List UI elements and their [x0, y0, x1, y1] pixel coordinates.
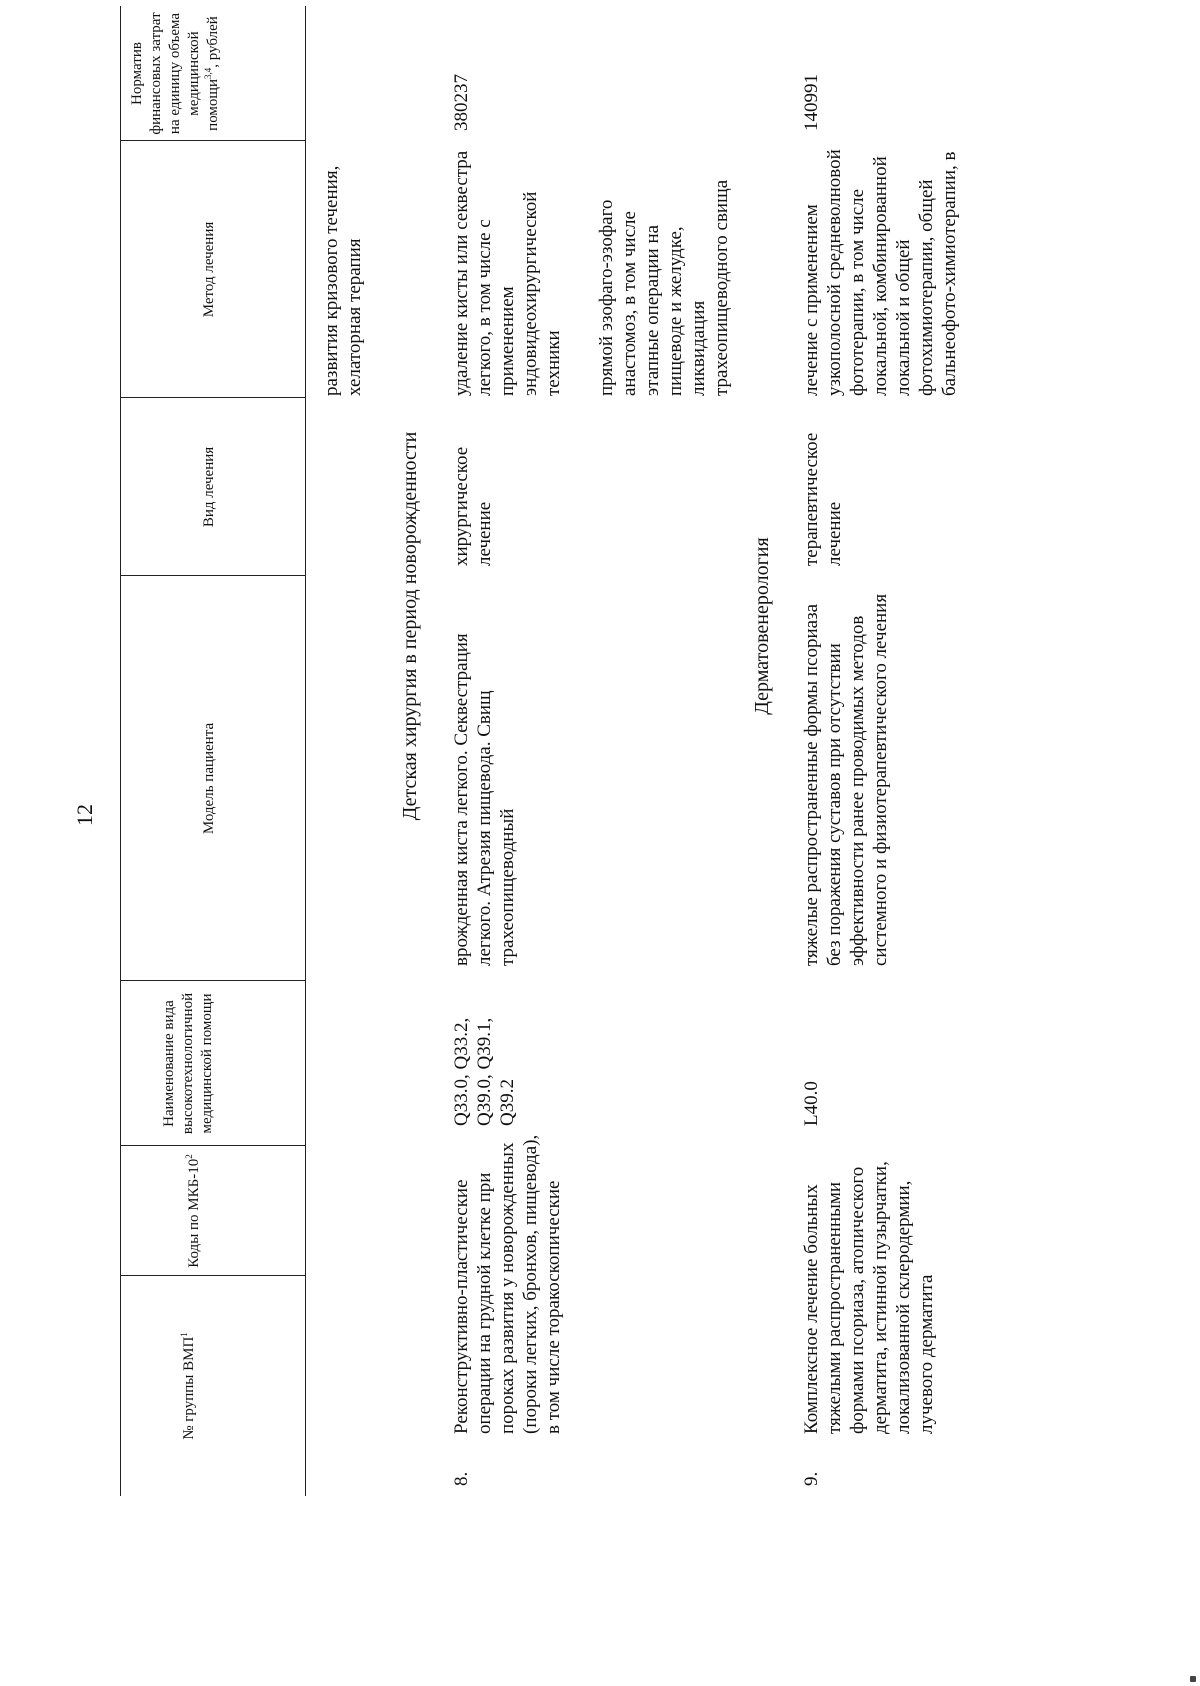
row8-method-2: прямой эзофаго-эзофаго анастомоз, в том числе этапные операции на пищеводе и желудке, ликвидация трахеопищеводного свища [596, 179, 732, 396]
row9-cost-norm: 140991 [801, 74, 822, 131]
scan-artifact-mark [1190, 1676, 1196, 1682]
header-cost-norm: Норматив финансовых затрат на единицу объема медицинской помощи$^{3,4}$, рублей [129, 12, 221, 135]
row8-method-1: удаление кисты или секвестра легкого, в том числе с применением эндовидеохирургической техники [451, 150, 564, 396]
row8-care-name: Реконструктивно-пластические операции на грудной клетке при пороках развития у новорожденных (пороки легких, бронхов, пищевода), в том числе торакоскопические [451, 1134, 564, 1434]
header-care-name: Наименование вида высокотехнологичной медицинской помощи [161, 992, 215, 1135]
row8-codes: Q33.0, Q33.2, Q39.0, Q39.1, Q39.2 [451, 1017, 518, 1126]
table-top-border [120, 6, 121, 1496]
row8-number: 8. [451, 1471, 472, 1486]
header-group-number: № группы ВМП$^1$ [179, 1332, 197, 1440]
row9-patient-model: тяжелые распространенные формы псориаза без поражения суставов при отсутствии эффективности ранее проводимых методов системного и физиотерапевтического лечения [801, 593, 891, 966]
page-number: 12 [72, 804, 97, 826]
row8-treatment-type: хирургическое лечение [451, 446, 495, 566]
section-heading-pediatric-surgery: Детская хирургия в период новорожденности [399, 431, 421, 821]
row9-codes: L40.0 [801, 1081, 822, 1126]
header-codes: Коды по МКБ-$10^2$ [184, 1154, 202, 1268]
row8-cost-norm: 380237 [451, 74, 472, 131]
header-treatment-type: Вид лечения [201, 446, 217, 528]
row9-care-name: Комплексное лечение больных тяжелыми распространенными формами псориаза, атопического дерматита, истинной пузырчатки, локализованной склеродермии, лучевого дерматита [801, 1161, 937, 1434]
header-treatment-method: Метод лечения [201, 221, 217, 318]
header-bottom-border [305, 6, 306, 1496]
continued-method-text: развития кризового течения, хелаторная терапия [321, 165, 365, 396]
row8-patient-model: врожденная киста легкого. Секвестрация легкого. Атрезия пищевода. Свищ трахеопищеводный [451, 633, 518, 966]
row9-treatment-type: терапевтическое лечение [801, 432, 845, 566]
row9-number: 9. [801, 1471, 822, 1486]
row9-treatment-method: лечение с применением узкополосной средневолновой фототерапии, в том числе локальной, комбинированной локальной и общей фотохимиотерапии, общей бальнеофото-химиотерапии, в [801, 149, 960, 396]
section-heading-dermatovenereology: Дерматовенерология [751, 537, 773, 715]
header-patient-model: Модель пациента [201, 722, 217, 835]
col-divider [120, 1275, 305, 1276]
